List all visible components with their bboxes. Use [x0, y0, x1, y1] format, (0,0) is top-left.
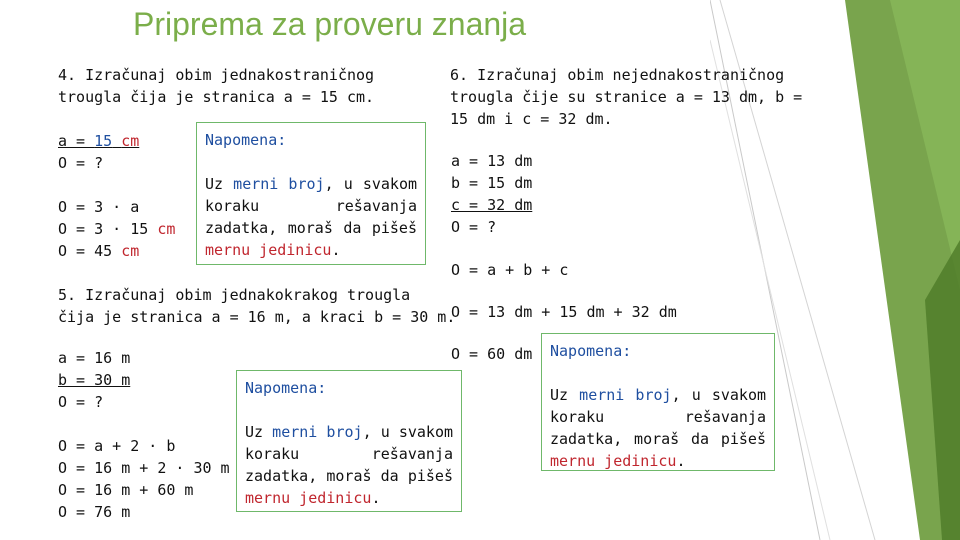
task6-prompt-line3: 15 dm i c = 32 dm. — [450, 110, 613, 128]
task4-step2 — [58, 240, 175, 262]
page-title: Priprema za proveru znanja — [133, 6, 527, 42]
task6-given-a: a = 13 dm — [451, 152, 533, 170]
task5-step2: O = 16 m + 60 m — [58, 481, 194, 499]
task6-given — [451, 150, 532, 238]
task5-solution — [58, 347, 230, 523]
task5-given-a: a = 16 m — [58, 349, 131, 367]
task4-given-o: O = ? — [58, 154, 104, 172]
task6-given-o: O = ? — [451, 218, 497, 236]
note-title: Napomena: — [550, 342, 632, 360]
task5-prompt — [58, 284, 455, 328]
note-body: Uz merni broj, u svakom koraku rešavanja zadatka, moraš da pišeš mernu jedinicu. — [205, 175, 418, 259]
note-body: Uz merni broj, u svakom koraku rešavanja zadatka, moraš da pišeš mernu jedinicu. — [550, 386, 767, 470]
task6-formula: O = a + b + c — [451, 261, 569, 279]
task4-prompt-line2: trougla čija je stranica a = 15 cm. — [58, 88, 375, 106]
task4-given-a — [58, 130, 175, 152]
note-box — [196, 122, 426, 265]
task6-given-c: c = 32 dm — [451, 196, 533, 214]
task5-given-o: O = ? — [58, 393, 104, 411]
task4-prompt — [58, 64, 374, 108]
given-a-unit: cm — [121, 132, 140, 150]
task6-step1: O = 13 dm + 15 dm + 32 dm — [451, 303, 677, 321]
step-unit: cm — [157, 220, 176, 238]
given-a-label: a = — [58, 132, 95, 150]
task5-given-b: b = 30 m — [58, 371, 131, 389]
note-body: Uz merni broj, u svakom koraku rešavanja zadatka, moraš da pišeš mernu jedinicu. — [245, 423, 454, 507]
task5-prompt-line1: 5. Izračunaj obim jednakokrakog trougla — [58, 286, 411, 304]
task6-step2: O = 60 dm — [451, 345, 533, 363]
given-a-number: 15 — [94, 132, 113, 150]
task6-prompt — [450, 64, 802, 130]
note-title: Napomena: — [245, 379, 327, 397]
task5-step1: O = 16 m + 2 · 30 m — [58, 459, 230, 477]
note-box — [236, 370, 462, 512]
task6-prompt-line2: trougla čije su stranice a = 13 dm, b = — [450, 88, 803, 106]
step-value: O = 45 — [58, 242, 113, 260]
task4-formula: O = 3 · a — [58, 198, 140, 216]
task5-step3: O = 76 m — [58, 503, 131, 521]
task4-step1 — [58, 218, 175, 240]
task4-solution — [58, 130, 175, 262]
task6-prompt-line1: 6. Izračunaj obim nejednakostraničnog — [450, 66, 785, 84]
task5-prompt-line2: čija je stranica a = 16 m, a kraci b = 30 m. — [58, 308, 456, 326]
step-unit: cm — [121, 242, 140, 260]
task4-prompt-line1: 4. Izračunaj obim jednakostraničnog — [58, 66, 375, 84]
note-title: Napomena: — [205, 131, 287, 149]
step-value: O = 3 · 15 — [58, 220, 149, 238]
task5-formula: O = a + 2 · b — [58, 437, 176, 455]
task6-given-b: b = 15 dm — [451, 174, 533, 192]
note-box — [541, 333, 775, 471]
